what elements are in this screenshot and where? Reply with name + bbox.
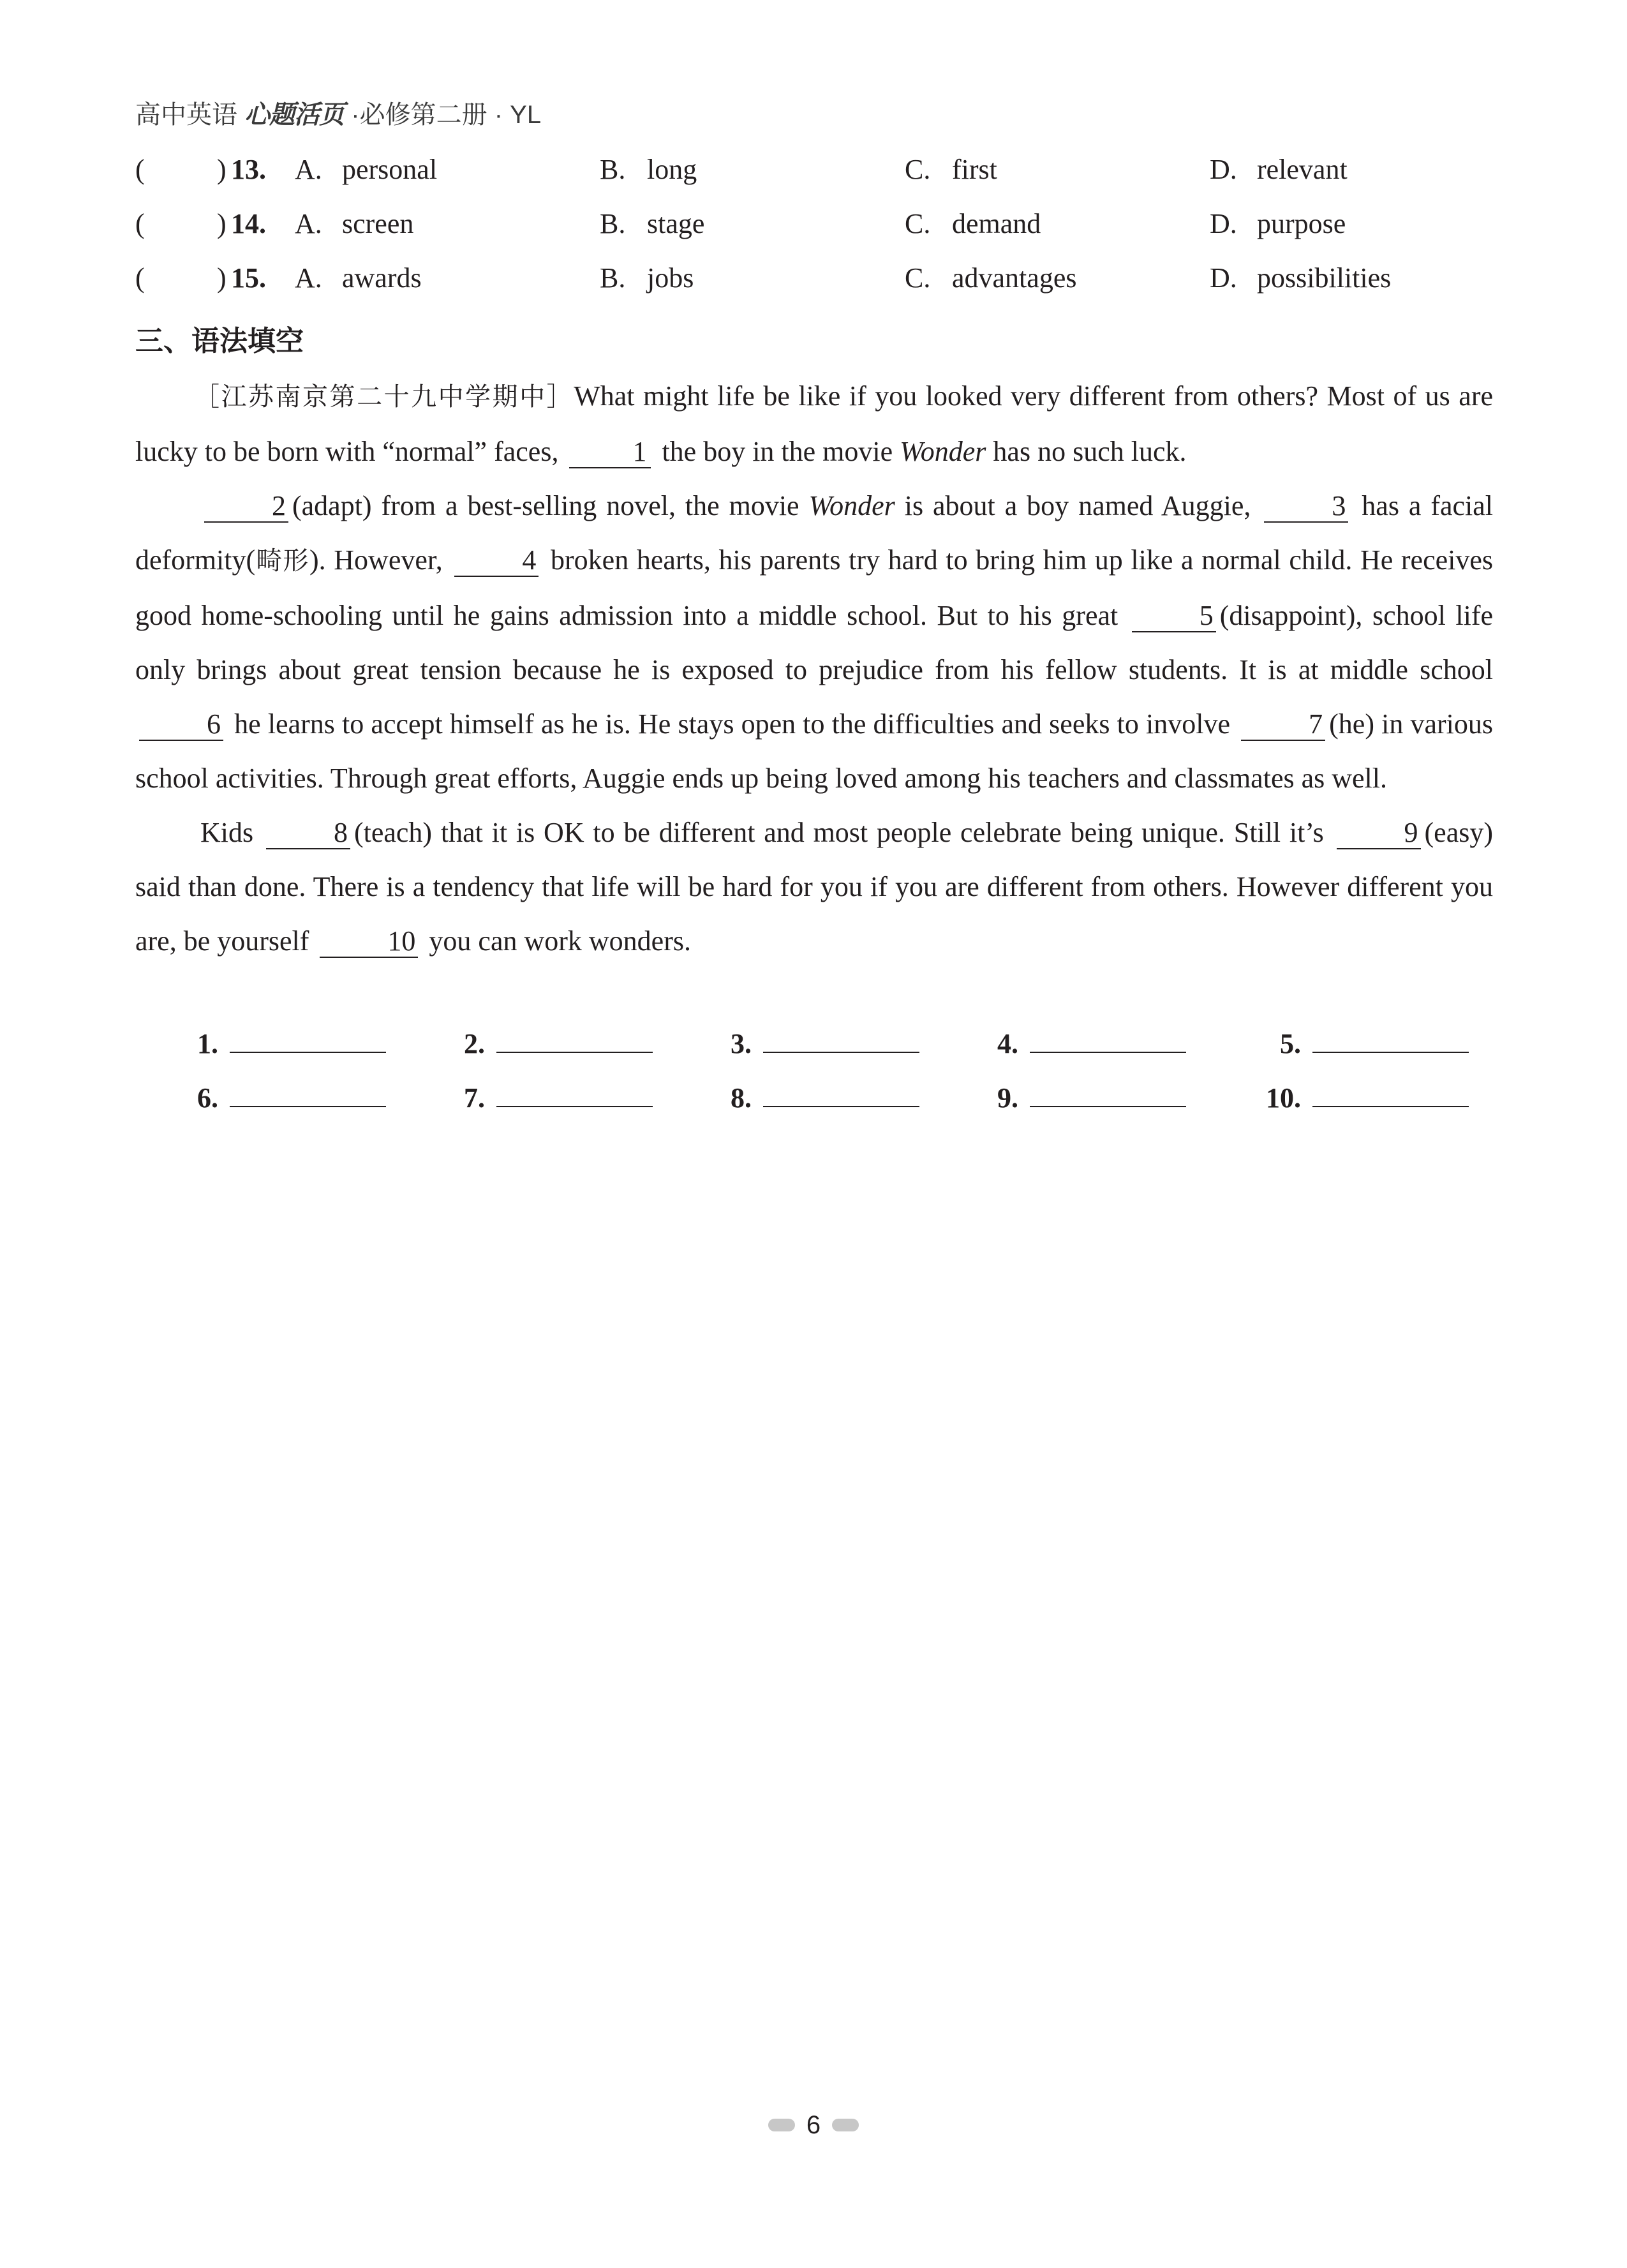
answer-item-6 <box>174 1082 386 1114</box>
option-text: personal <box>342 154 438 185</box>
answer-paren-open[interactable]: ( <box>135 262 145 294</box>
passage-text: has a facial deformity( <box>135 490 1494 576</box>
option-c <box>905 262 1076 294</box>
question-number: 14. <box>231 208 266 239</box>
option-a <box>295 262 422 294</box>
option-text: demand <box>952 208 1041 239</box>
passage-text: Kids <box>200 817 254 848</box>
answer-item-10 <box>1256 1082 1469 1114</box>
answer-blank-1[interactable] <box>230 1027 386 1053</box>
blank-5[interactable]: 5 <box>1132 601 1216 632</box>
answer-blank-10[interactable] <box>1312 1082 1469 1107</box>
mc-question-14 <box>135 207 1501 246</box>
passage-text: has no such luck. <box>993 436 1187 467</box>
header-brand-logo: 心题活页 <box>244 101 345 129</box>
answer-item-3 <box>707 1027 919 1060</box>
mc-question-15 <box>135 262 1501 300</box>
answer-item-4 <box>974 1027 1186 1060</box>
option-text: screen <box>342 208 414 239</box>
passage-text: is about a boy named Auggie, <box>904 490 1251 521</box>
option-letter: B. <box>600 154 626 185</box>
option-letter: D. <box>1210 154 1237 185</box>
passage-text: he learns to accept himself as he is. He stays open to the difficulties and seeks to involve <box>234 708 1230 740</box>
option-d <box>1210 153 1348 186</box>
answer-blank-2[interactable] <box>496 1027 653 1053</box>
answer-blank-6[interactable] <box>230 1082 386 1107</box>
blank-9[interactable]: 9 <box>1337 817 1421 849</box>
option-letter: D. <box>1210 208 1237 239</box>
option-letter: D. <box>1210 262 1237 294</box>
option-b <box>600 153 697 186</box>
option-letter: C. <box>905 208 931 239</box>
passage-text: (he) in various school activities. Through great efforts, Auggie ends up being loved among his teachers and classmates as well. <box>135 708 1494 794</box>
answer-item-2 <box>440 1027 653 1060</box>
chinese-gloss: 畸形 <box>255 546 310 576</box>
page-header <box>135 94 541 131</box>
answer-blank-9[interactable] <box>1030 1082 1186 1107</box>
answer-label: 4. <box>997 1028 1018 1059</box>
answer-paren-close: ) <box>217 262 227 294</box>
option-letter: A. <box>295 154 322 185</box>
answer-blank-4[interactable] <box>1030 1027 1186 1053</box>
answer-blank-7[interactable] <box>496 1082 653 1107</box>
answer-label: 9. <box>997 1082 1018 1114</box>
passage-text: (easy) said than done. There is a tendency that life will be hard for you if you are different from others. However different you are, be yourself <box>135 817 1494 957</box>
option-text: purpose <box>1257 208 1346 239</box>
answer-row <box>135 1027 1501 1082</box>
answer-paren-close: ) <box>217 208 227 239</box>
answer-paren-close: ) <box>217 154 227 185</box>
option-letter: A. <box>295 262 322 294</box>
passage-text: (teach) that it is OK to be different and most people celebrate being unique. Still it’s <box>353 817 1324 848</box>
answer-label: 8. <box>731 1082 752 1114</box>
page-number: 6 <box>806 2110 821 2139</box>
passage-paragraph <box>135 805 1493 968</box>
answer-row <box>135 1082 1501 1136</box>
option-d <box>1210 262 1391 294</box>
mc-question-13 <box>135 153 1501 191</box>
section-title: 三、语法填空 <box>135 325 304 357</box>
passage-text: broken hearts, his parents try hard to bring him up like a normal child. He receives good home-schooling until he gains admission into a middle school. But to his great <box>135 544 1494 631</box>
option-text: awards <box>342 262 422 294</box>
answer-item-1 <box>174 1027 386 1060</box>
answer-label: 3. <box>731 1028 752 1059</box>
option-text: first <box>952 154 997 185</box>
answer-item-5 <box>1256 1027 1469 1060</box>
movie-title: Wonder <box>808 490 895 521</box>
answer-item-9 <box>974 1082 1186 1114</box>
option-letter: B. <box>600 262 626 294</box>
answer-blank-3[interactable] <box>763 1027 919 1053</box>
answer-label: 10. <box>1266 1082 1301 1114</box>
blank-8[interactable]: 8 <box>266 817 350 849</box>
passage-text: (adapt) from a best-selling novel, the movie <box>292 490 799 521</box>
blank-6[interactable]: 6 <box>139 709 223 741</box>
passage-paragraph <box>135 369 1493 479</box>
blank-4[interactable]: 4 <box>454 545 539 577</box>
answer-paren-open[interactable]: ( <box>135 208 145 239</box>
question-number: 15. <box>231 262 266 294</box>
answer-blank-8[interactable] <box>763 1082 919 1107</box>
header-separator: · <box>351 101 360 129</box>
grammar-passage <box>135 369 1493 968</box>
answer-item-7 <box>440 1082 653 1114</box>
page-pill-right-decoration <box>832 2119 859 2131</box>
answer-paren-open[interactable]: ( <box>135 154 145 185</box>
answer-lines <box>135 1027 1501 1136</box>
answer-label: 5. <box>1280 1028 1301 1059</box>
option-letter: C. <box>905 154 931 185</box>
answer-blank-5[interactable] <box>1312 1027 1469 1053</box>
option-b <box>600 262 694 294</box>
option-text: advantages <box>952 262 1077 294</box>
option-text: stage <box>647 208 705 239</box>
question-number: 13. <box>231 154 266 185</box>
source-note: ［江苏南京第二十九中学期中］ <box>194 382 574 412</box>
option-text: relevant <box>1257 154 1348 185</box>
option-letter: A. <box>295 208 322 239</box>
blank-1[interactable]: 1 <box>569 436 651 468</box>
movie-title: Wonder <box>900 436 986 467</box>
option-letter: C. <box>905 262 931 294</box>
passage-text: the boy in the movie <box>662 436 893 467</box>
option-c <box>905 207 1041 240</box>
option-text: possibilities <box>1257 262 1392 294</box>
option-text: jobs <box>647 262 694 294</box>
passage-text: ). However, <box>309 544 443 576</box>
blank-7[interactable]: 7 <box>1241 709 1325 741</box>
answer-label: 7. <box>464 1082 485 1114</box>
passage-paragraph <box>135 479 1493 805</box>
option-a <box>295 207 413 240</box>
option-c <box>905 153 997 186</box>
option-d <box>1210 207 1346 240</box>
page-pill-left-decoration <box>768 2119 795 2131</box>
option-letter: B. <box>600 208 626 239</box>
header-separator: · <box>494 101 503 129</box>
answer-label: 6. <box>197 1082 218 1114</box>
blank-3[interactable]: 3 <box>1264 491 1348 523</box>
answer-label: 1. <box>197 1028 218 1059</box>
header-edition: YL <box>510 101 542 129</box>
blank-10[interactable]: 10 <box>320 926 418 958</box>
passage-text: What might life be like if you looked very different from others? Most of us are lucky to be born with “normal” faces, <box>135 380 1494 467</box>
blank-2[interactable]: 2 <box>204 491 288 523</box>
header-volume: 必修第二册 <box>359 101 487 129</box>
option-text: long <box>647 154 697 185</box>
header-subject: 高中英语 <box>135 101 237 129</box>
page-footer <box>750 2106 877 2144</box>
option-a <box>295 153 437 186</box>
passage-text: (disappoint), school life only brings about great tension because he is exposed to prejudice from his fellow students. It is at middle school <box>135 600 1494 685</box>
passage-text: you can work wonders. <box>429 925 691 957</box>
answer-label: 2. <box>464 1028 485 1059</box>
answer-item-8 <box>707 1082 919 1114</box>
option-b <box>600 207 704 240</box>
